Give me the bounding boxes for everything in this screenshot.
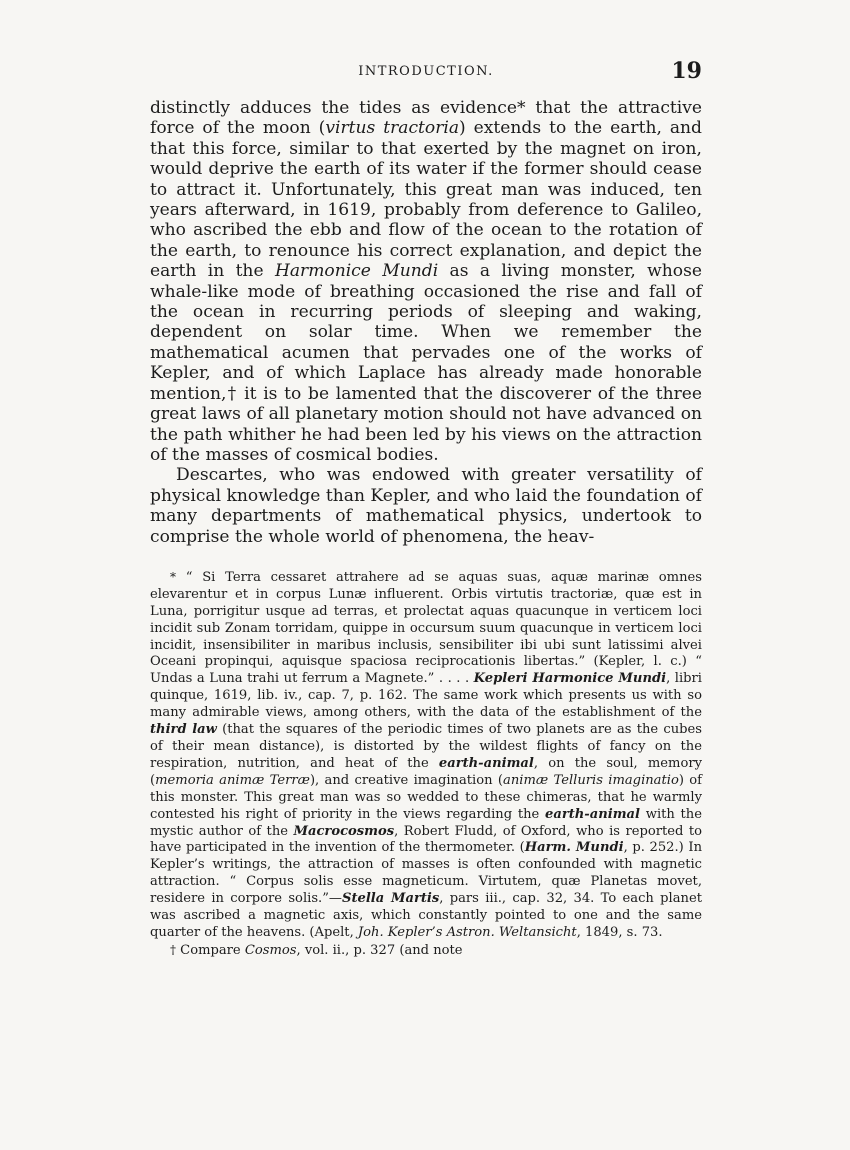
footnote-marker: * — [170, 569, 176, 584]
running-head — [150, 58, 702, 88]
footnote-2: † Compare Cosmos, vol. ii., p. 327 (and note — [170, 942, 463, 958]
footnotes — [150, 569, 702, 960]
book-page — [150, 58, 702, 960]
paragraph-2: Descartes, who was endowed with greater versatility of physical knowledge than Kepler, and who laid the foundation of many departments of mathematical physics, undertook to comprise the whole world of phenomena, the heav- — [150, 465, 702, 547]
body-text — [150, 98, 702, 547]
paragraph-1: distinctly adduces the tides as evidence* that the attractive force of the moon (virtus tractoria) extends to the earth, and that this force, similar to that exerted by the magnet on iron, would deprive the earth of its water if the former should cease to attract it. Unfortunately, this great man was induced, ten years afterward, in 1619, probably from deference to Galileo, who ascribed the ebb and flow of the ocean to the rotation of the earth, to renounce his correct explanation, and depict the earth in the Harmonice Mundi as a living monster, whose whale-like mode of breathing occasioned the rise and fall of the ocean in recurring periods of sleeping and waking, dependent on solar time. When we remember the mathematical acumen that pervades one of the works of Kepler, and of which Laplace has already made honorable mention,† it is to be lamented that the discoverer of the three great laws of all planetary motion should not have advanced on the path whither he had been led by his views on the attraction of the masses of cosmical bodies. — [150, 98, 702, 465]
footnote-marker: † — [170, 942, 176, 957]
running-title: INTRODUCTION. — [358, 64, 494, 79]
page-number: 19 — [671, 58, 702, 84]
footnote-1: * “ Si Terra cessaret attrahere ad se aquas suas, aquæ marinæ omnes elevarentur et in corpus Lunæ influerent. Orbis virtutis tractoriæ, quæ est in Luna, porrigitur usque ad terras, et prolectat aquas quacunque in verticem loci incidit sub Zonam torridam, quippe in occursum suum quacunque in verticem loci incidit, insensibiliter in maribus inclusis, sensibiliter ibi ubi sunt latissimi alvei Oceani propinqui, aquisque spaciosa reciprocationis libertas.” (Kepler, l. c.) “ Undas a Luna trahi ut ferrum a Magnete.” . . . . Kepleri Harmonice Mundi, libri quinque, 1619, lib. iv., cap. 7, p. 162. The same work which presents us with so many admirable views, among others, with the data of the establishment of the third law (that the squares of the periodic times of two planets are as the cubes of their mean distance), is distorted by the wildest flights of fancy on the respiration, nutrition, and heat of the earth-animal, on the soul, memory (memoria animæ Terræ), and creative imagination (animæ Telluris imaginatio) of this monster. This great man was so wedded to these chimeras, that he warmly contested his right of priority in the views regarding the earth-animal with the mystic author of the Macrocosmos, Robert Fludd, of Oxford, who is reported to have participated in the invention of the thermometer. (Harm. Mundi, p. 252.) In Kepler’s writings, the attraction of masses is often confounded with magnetic attraction. “ Corpus solis esse magneticum. Virtutem, quæ Planetas movet, residere in corpore solis.”—Stella Martis, pars iii., cap. 32, 34. To each planet was ascribed a magnetic axis, which constantly pointed to one and the same quarter of the heavens. (Apelt, Joh. Kepler’s Astron. Weltansicht, 1849, s. 73. — [150, 569, 703, 940]
